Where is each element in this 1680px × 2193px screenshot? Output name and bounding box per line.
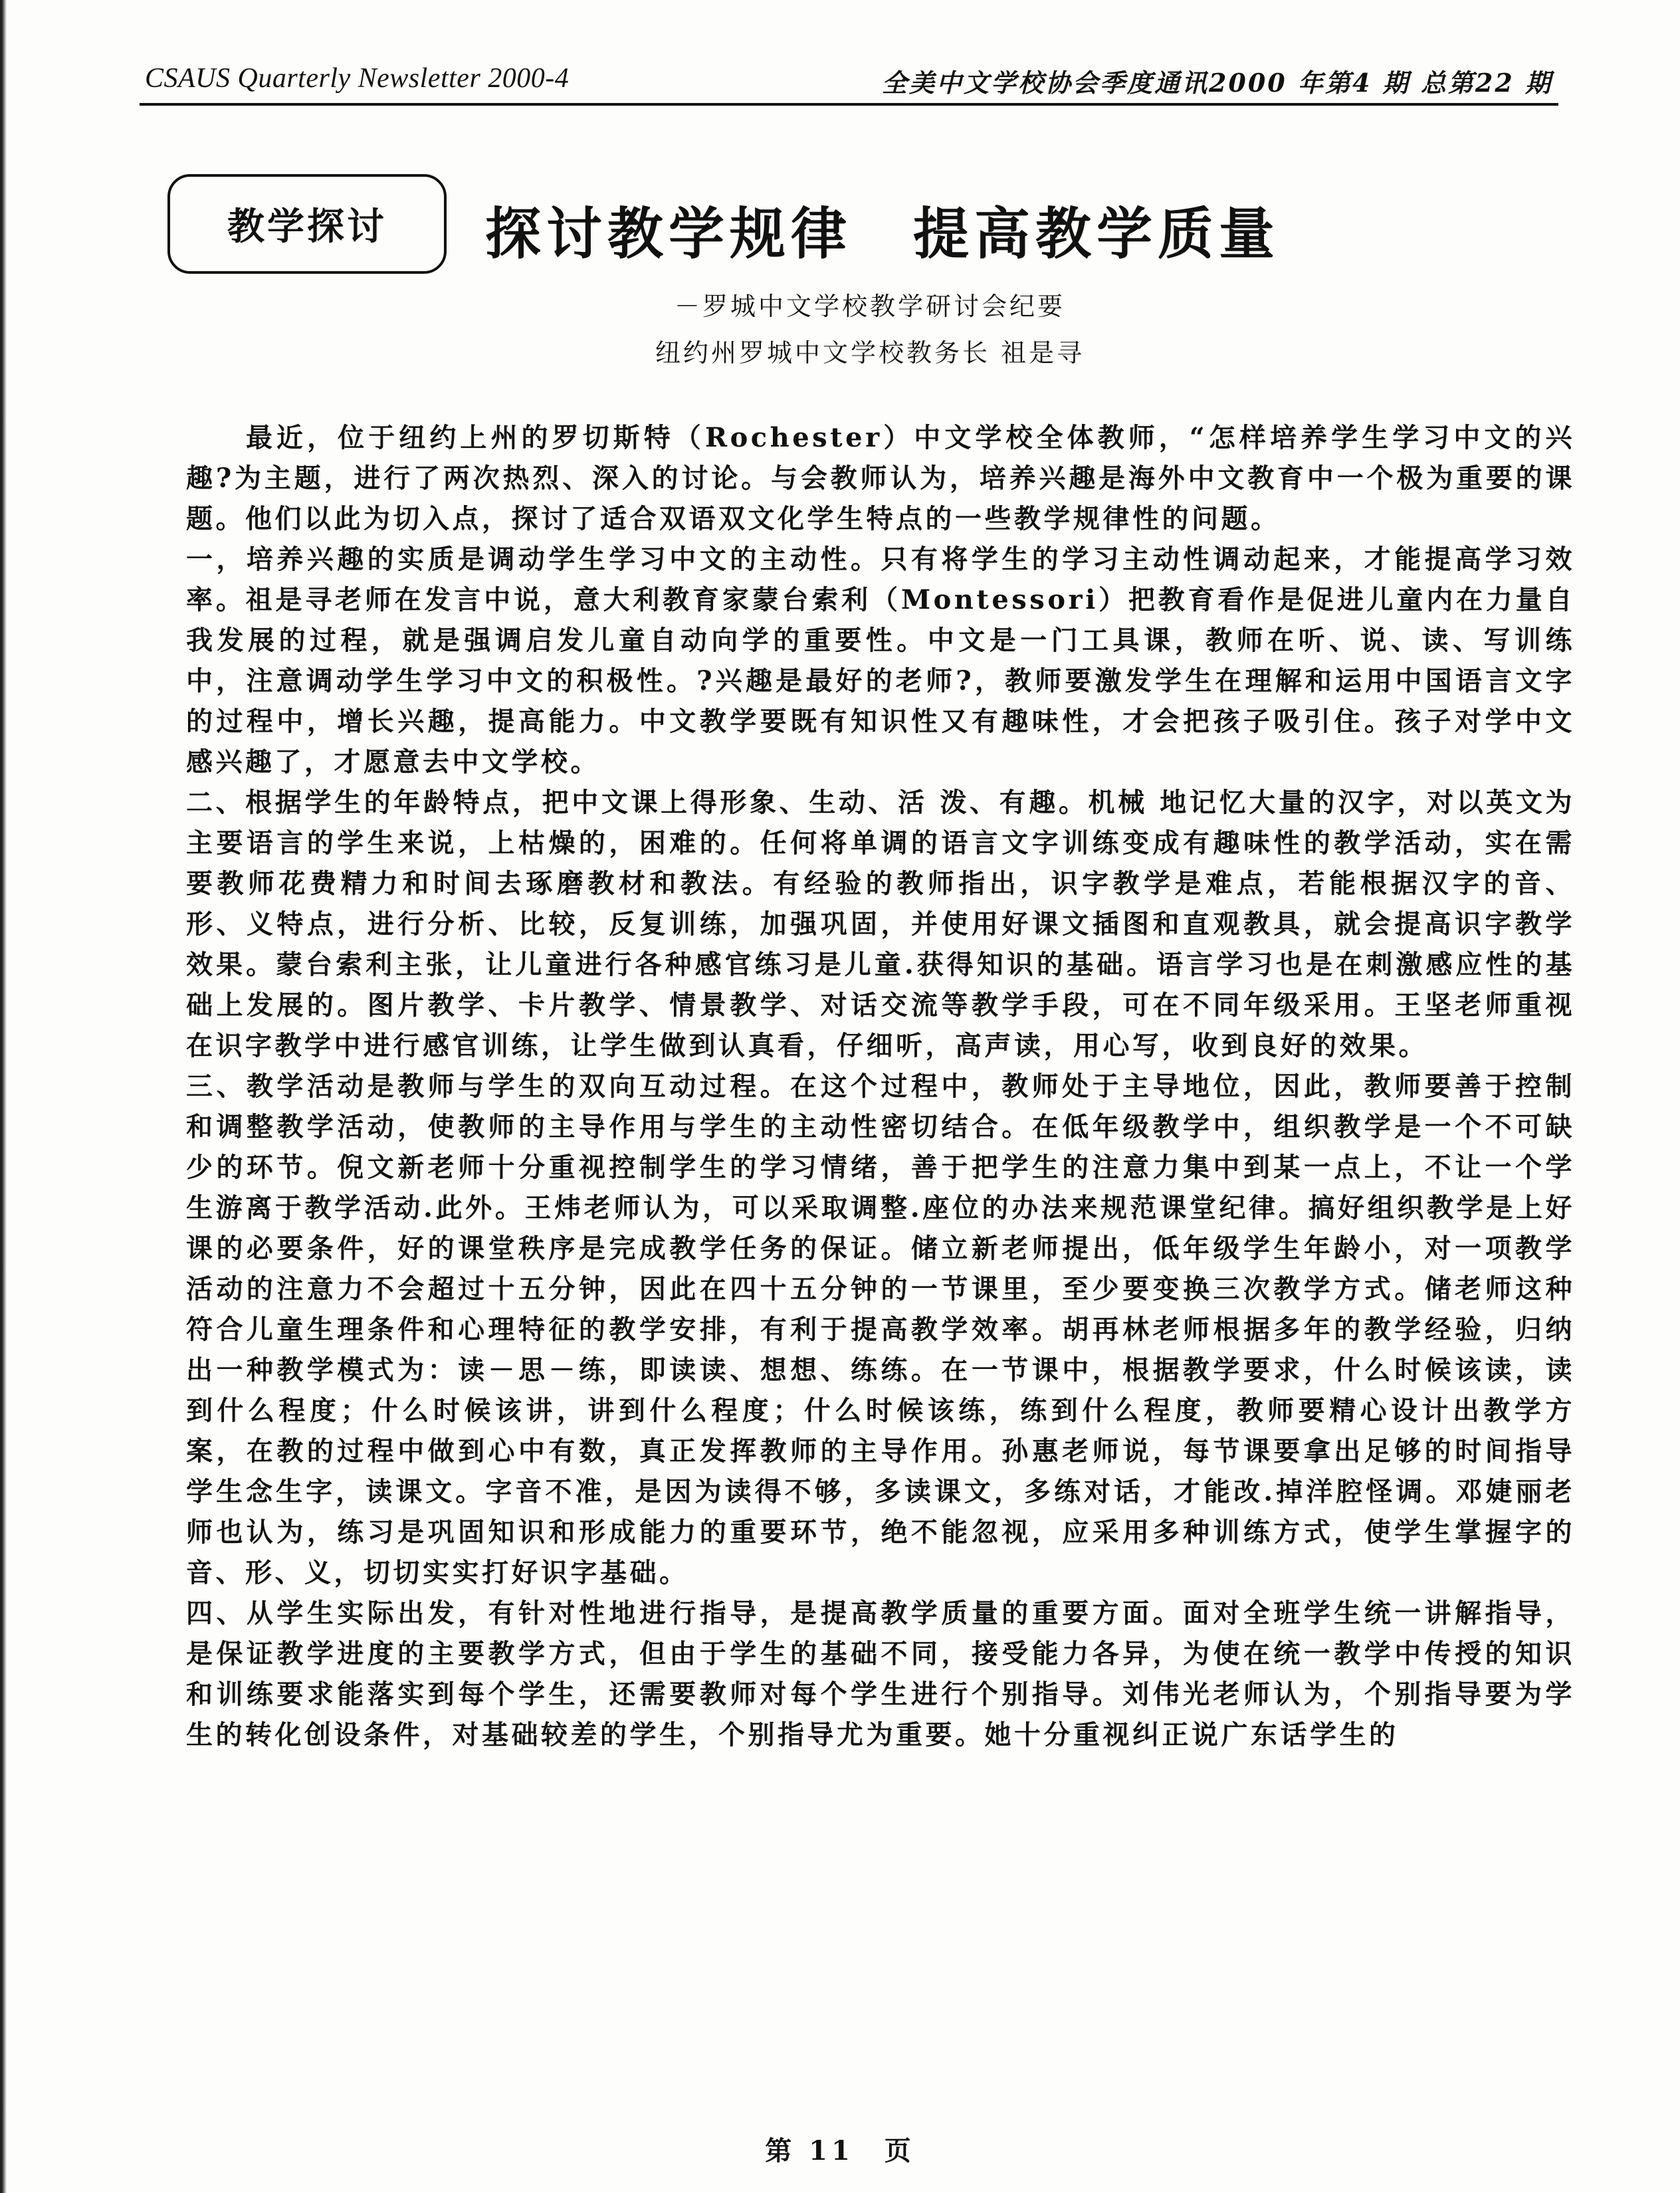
paragraph-intro: 最近，位于纽约上州的罗切斯特（Rochester）中文学校全体教师，“怎样培养学生学习中文的兴趣?为主题，进行了两次热烈、深入的讨论。与会教师认为，培养兴趣是海外中文教育中一个极为重要的课题。他们以此为切入点，探讨了适合双语双文化学生特点的一些教学规律性的问题。 — [186, 422, 1575, 534]
scan-edge — [0, 0, 7, 2193]
article-body — [186, 417, 1575, 1755]
article-author: 纽约州罗城中文学校教务长 祖是寻 — [655, 338, 1085, 367]
paragraph-point-1: 一，培养兴趣的实质是调动学生学习中文的主动性。只有将学生的学习主动性调动起来，才能提高学习效率。祖是寻老师在发言中说，意大利教育家蒙台索利（Montessori）把教育看作是促进儿童内在力量自我发展的过程，就是强调启发儿童自动向学的重要性。中文是一门工具课，教师在听、说、读、写训练中，注意调动学生学习中文的积极性。?兴趣是最好的老师?，教师要激发学生在理解和运用中国语言文字的过程中，增长兴趣，提高能力。中文教学要既有知识性又有趣味性，才会把孩子吸引住。孩子对学中文感兴趣了，才愿意去中文学校。 — [186, 544, 1575, 778]
article-subtitle: －罗城中文学校教学研讨会纪要 — [674, 292, 1065, 321]
paragraph-point-4: 四、从学生实际出发，有针对性地进行指导，是提高教学质量的重要方面。面对全班学生统一讲解指导，是保证教学进度的主要教学方式，但由于学生的基础不同，接受能力各异，为使在统一教学中传授的知识和训练要求能落实到每个学生，还需要教师对每个学生进行个别指导。刘伟光老师认为，个别指导要为学生的转化创设条件，对基础较差的学生，个别指导尤为重要。她十分重视纠正说广东话学生的 — [186, 1598, 1575, 1750]
issue-info: 全美中文学校协会季度通讯2000 年第4 期 总第22 期 — [881, 68, 1552, 98]
article-title: 探讨教学规律 提高教学质量 — [485, 201, 1281, 266]
section-label: 教学探讨 — [167, 174, 447, 274]
header-divider — [140, 103, 1558, 106]
newsletter-name: CSAUS Quarterly Newsletter 2000-4 — [145, 63, 570, 94]
paragraph-point-2: 二、根据学生的年龄特点，把中文课上得形象、生动、活 泼、有趣。机械 地记忆大量的汉字，对以英文为主要语言的学生来说，上枯燥的，困难的。任何将单调的语言文字训练变成有趣味性的教学活动，实在需要教师花费精力和时间去琢磨教材和教法。有经验的教师指出，识字教学是难点，若能根据汉字的音、形、义特点，进行分析、比较，反复训练，加强巩固，并使用好课文插图和直观教具，就会提高识字教学效果。蒙台索利主张，让儿童进行各种感官练习是儿童.获得知识的基础。语言学习也是在刺激感应性的基础上发展的。图片教学、卡片教学、情景教学、对话交流等教学手段，可在不同年级采用。王坚老师重视在识字教学中进行感官训练，让学生做到认真看，仔细听，高声读，用心写，收到良好的效果。 — [186, 787, 1575, 1061]
paragraph-point-3: 三、教学活动是教师与学生的双向互动过程。在这个过程中，教师处于主导地位，因此，教师要善于控制和调整教学活动，使教师的主导作用与学生的主动性密切结合。在低年级教学中，组织教学是一个不可缺少的环节。倪文新老师十分重视控制学生的学习情绪，善于把学生的注意力集中到某一点上，不让一个学生游离于教学活动.此外。王炜老师认为，可以采取调整.座位的办法来规范课堂纪律。搞好组织教学是上好课的必要条件，好的课堂秩序是完成教学任务的保证。储立新老师提出，低年级学生年龄小，对一项教学活动的注意力不会超过十五分钟，因此在四十五分钟的一节课里，至少要变换三次教学方式。储老师这种符合儿童生理条件和心理特征的教学安排，有利于提高教学效率。胡再林老师根据多年的教学经验，归纳出一种教学模式为：读－思－练，即读读、想想、练练。在一节课中，根据教学要求，什么时候该读，读到什么程度；什么时候该讲，讲到什么程度；什么时候该练，练到什么程度，教师要精心设计出教学方案，在教的过程中做到心中有数，真正发挥教师的主导作用。孙惠老师说，每节课要拿出足够的时间指导学生念生字，读课文。字音不准，是因为读得不够，多读课文，多练对话，才能改.掉洋腔怪调。邓婕丽老师也认为，练习是巩固知识和形成能力的重要环节，绝不能忽视，应采用多种训练方式，使学生掌握字的音、形、义，切切实实打好识字基础。 — [186, 1071, 1575, 1588]
page-number: 第 11 页 — [765, 2135, 915, 2166]
